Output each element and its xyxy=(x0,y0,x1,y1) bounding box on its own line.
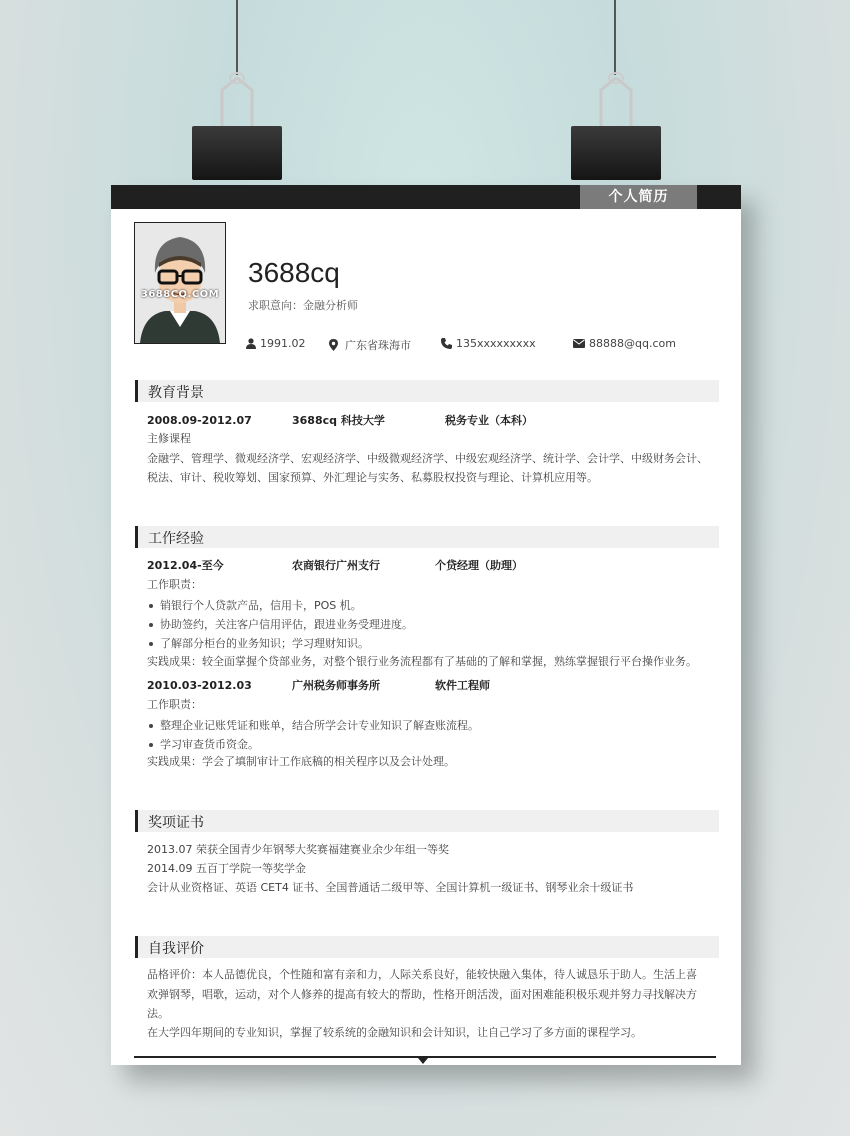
award-line: 2013.07 荣获全国青少年钢琴大奖赛福建赛业余少年组一等奖 xyxy=(147,843,449,856)
education-period: 2008.09-2012.07 xyxy=(147,414,252,427)
bottom-marker xyxy=(418,1058,428,1064)
education-school: 3688cq 科技大学 xyxy=(292,414,385,427)
top-bar xyxy=(111,185,741,209)
courses-line: 金融学、管理学、微观经济学、宏观经济学、中级微观经济学、中级宏观经济学、统计学、会计学、中级财务会计、 xyxy=(147,452,708,465)
resume-tag: 个人简历 xyxy=(580,185,697,209)
self-eval-heading: 自我评价 xyxy=(135,936,719,958)
self-eval-line: 欢弹钢琴，唱歌，运动，对个人修养的提高有较大的帮助，性格开朗活泼，面对困难能积极乐观并努力寻找解决方 xyxy=(147,988,697,1001)
job-position: 软件工程师 xyxy=(435,679,490,692)
courses-label: 主修课程 xyxy=(147,432,191,445)
job-period: 2012.04-至今 xyxy=(147,559,224,572)
self-eval-line: 品格评价：本人品德优良，个性随和富有亲和力，人际关系良好，能较快融入集体，待人诚恳乐于助人。生活上喜 xyxy=(147,968,697,981)
job-company: 农商银行广州支行 xyxy=(292,559,380,572)
job-company: 广州税务师事务所 xyxy=(292,679,380,692)
avatar xyxy=(134,222,226,344)
duty-item: 整理企业记账凭证和账单，结合所学会计专业知识了解查账流程。 xyxy=(149,717,479,733)
phone-icon xyxy=(441,338,452,349)
mail-icon xyxy=(573,339,585,348)
binder-clip-icon xyxy=(571,70,661,182)
duty-label: 工作职责： xyxy=(147,578,202,591)
education-major: 税务专业（本科） xyxy=(445,414,533,427)
binder-clip-icon xyxy=(192,70,282,182)
duty-item: 协助签约，关注客户信用评估，跟进业务受理进度。 xyxy=(149,616,413,632)
courses-line: 税法、审计、税收筹划、国家预算、外汇理论与实务、私募股权投资与理论、计算机应用等。 xyxy=(147,471,598,484)
work-heading: 工作经验 xyxy=(135,526,719,548)
phone: 135xxxxxxxxx xyxy=(456,337,536,350)
location-info xyxy=(329,337,411,353)
birth-date: 1991.02 xyxy=(260,337,306,350)
candidate-name: 3688cq xyxy=(248,257,340,288)
birth-info xyxy=(246,337,306,350)
photo-watermark: 3688CQ.COM xyxy=(140,289,220,300)
person-icon xyxy=(246,338,256,349)
resume-paper xyxy=(111,185,741,1065)
job-intent: 求职意向：金融分析师 xyxy=(248,299,358,312)
phone-info xyxy=(441,337,536,350)
duty-label: 工作职责： xyxy=(147,698,202,711)
hanging-wire-right xyxy=(614,0,616,75)
duty-item: 了解部分柜台的业务知识；学习理财知识。 xyxy=(149,635,369,651)
duty-item: 学习审查货币资金。 xyxy=(149,736,259,752)
email: 88888@qq.com xyxy=(589,337,676,350)
job-period: 2010.03-2012.03 xyxy=(147,679,252,692)
location-pin-icon xyxy=(329,339,338,351)
self-eval-line: 法。 xyxy=(147,1007,169,1020)
location: 广东省珠海市 xyxy=(345,339,411,352)
award-line: 2014.09 五百丁学院一等奖学金 xyxy=(147,862,306,875)
self-eval-line: 在大学四年期间的专业知识，掌握了较系统的金融知识和会计知识，让自己学习了多方面的课程学习。 xyxy=(147,1026,642,1039)
awards-heading: 奖项证书 xyxy=(135,810,719,832)
education-heading: 教育背景 xyxy=(135,380,719,402)
email-info xyxy=(573,337,676,350)
job-position: 个贷经理（助理） xyxy=(435,559,523,572)
job-result: 实践成果：较全面掌握个贷部业务，对整个银行业务流程都有了基础的了解和掌握，熟练掌握银行平台操作业务。 xyxy=(147,655,697,668)
award-line: 会计从业资格证、英语 CET4 证书、全国普通话二级甲等、全国计算机一级证书、钢琴业余十级证书 xyxy=(147,881,634,894)
hanging-wire-left xyxy=(236,0,238,75)
job-result: 实践成果：学会了填制审计工作底稿的相关程序以及会计处理。 xyxy=(147,755,455,768)
duty-item: 销银行个人贷款产品，信用卡，POS 机。 xyxy=(149,597,362,613)
